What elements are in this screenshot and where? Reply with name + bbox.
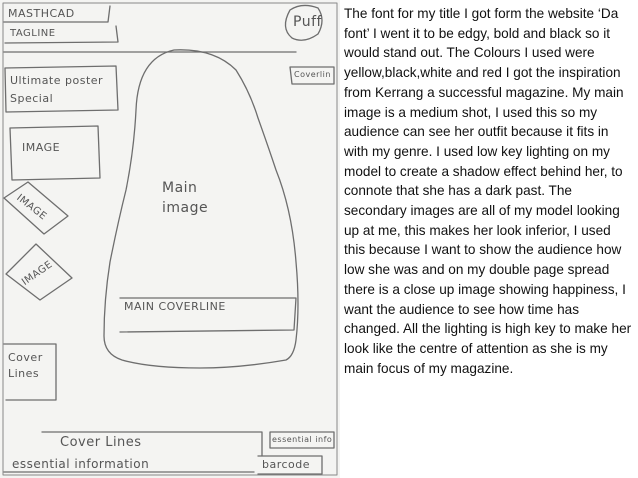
- image-2-label: IMAGE: [14, 192, 49, 223]
- cover-lines-bottom-label: Cover Lines: [60, 435, 142, 450]
- main-coverline-label: MAIN COVERLINE: [124, 300, 226, 313]
- main-image-label: Main image: [162, 180, 209, 216]
- essential-information-label: essential information: [12, 457, 150, 471]
- cover-lines-side-label: Cover Lines: [8, 351, 43, 380]
- masthead-label: MASTHCAD: [8, 7, 75, 20]
- image-1-label: IMAGE: [22, 141, 61, 154]
- tagline-label: TAGLINE: [10, 28, 56, 39]
- image-3-label: IMAGE: [19, 259, 55, 288]
- description-paragraph: The font for my title I got form the website ‘Da font’ I went it to be edgy, bold and black so it would stand out. The Colours I used were yellow,black,white and red I got the inspiration from Kerrang a successful magazine. My main image is a medium shot, I used this so my audience can see her outfit because it fits in with my genre. I used low key lighting on my model to create a shadow effect behind her, to connote that she has a dark past. The secondary images are all of my model looking up at me, this makes her look inferior, I used this because I want to show the audience how low she was and on my double page spread there is a close up image showing happiness, I want the audience to see how time has changed. All the lighting is high key to make her look like the centre of attention as she is my main focus of my magazine.: [344, 6, 632, 376]
- barcode-label: barcode: [262, 458, 311, 471]
- essential-info-small-label: essential info: [272, 435, 333, 444]
- puff-label: Puff: [293, 14, 322, 30]
- ultimate-poster-special-label: Ultimate poster Special: [10, 74, 104, 105]
- coverline-small-label: Coverlin: [294, 70, 331, 79]
